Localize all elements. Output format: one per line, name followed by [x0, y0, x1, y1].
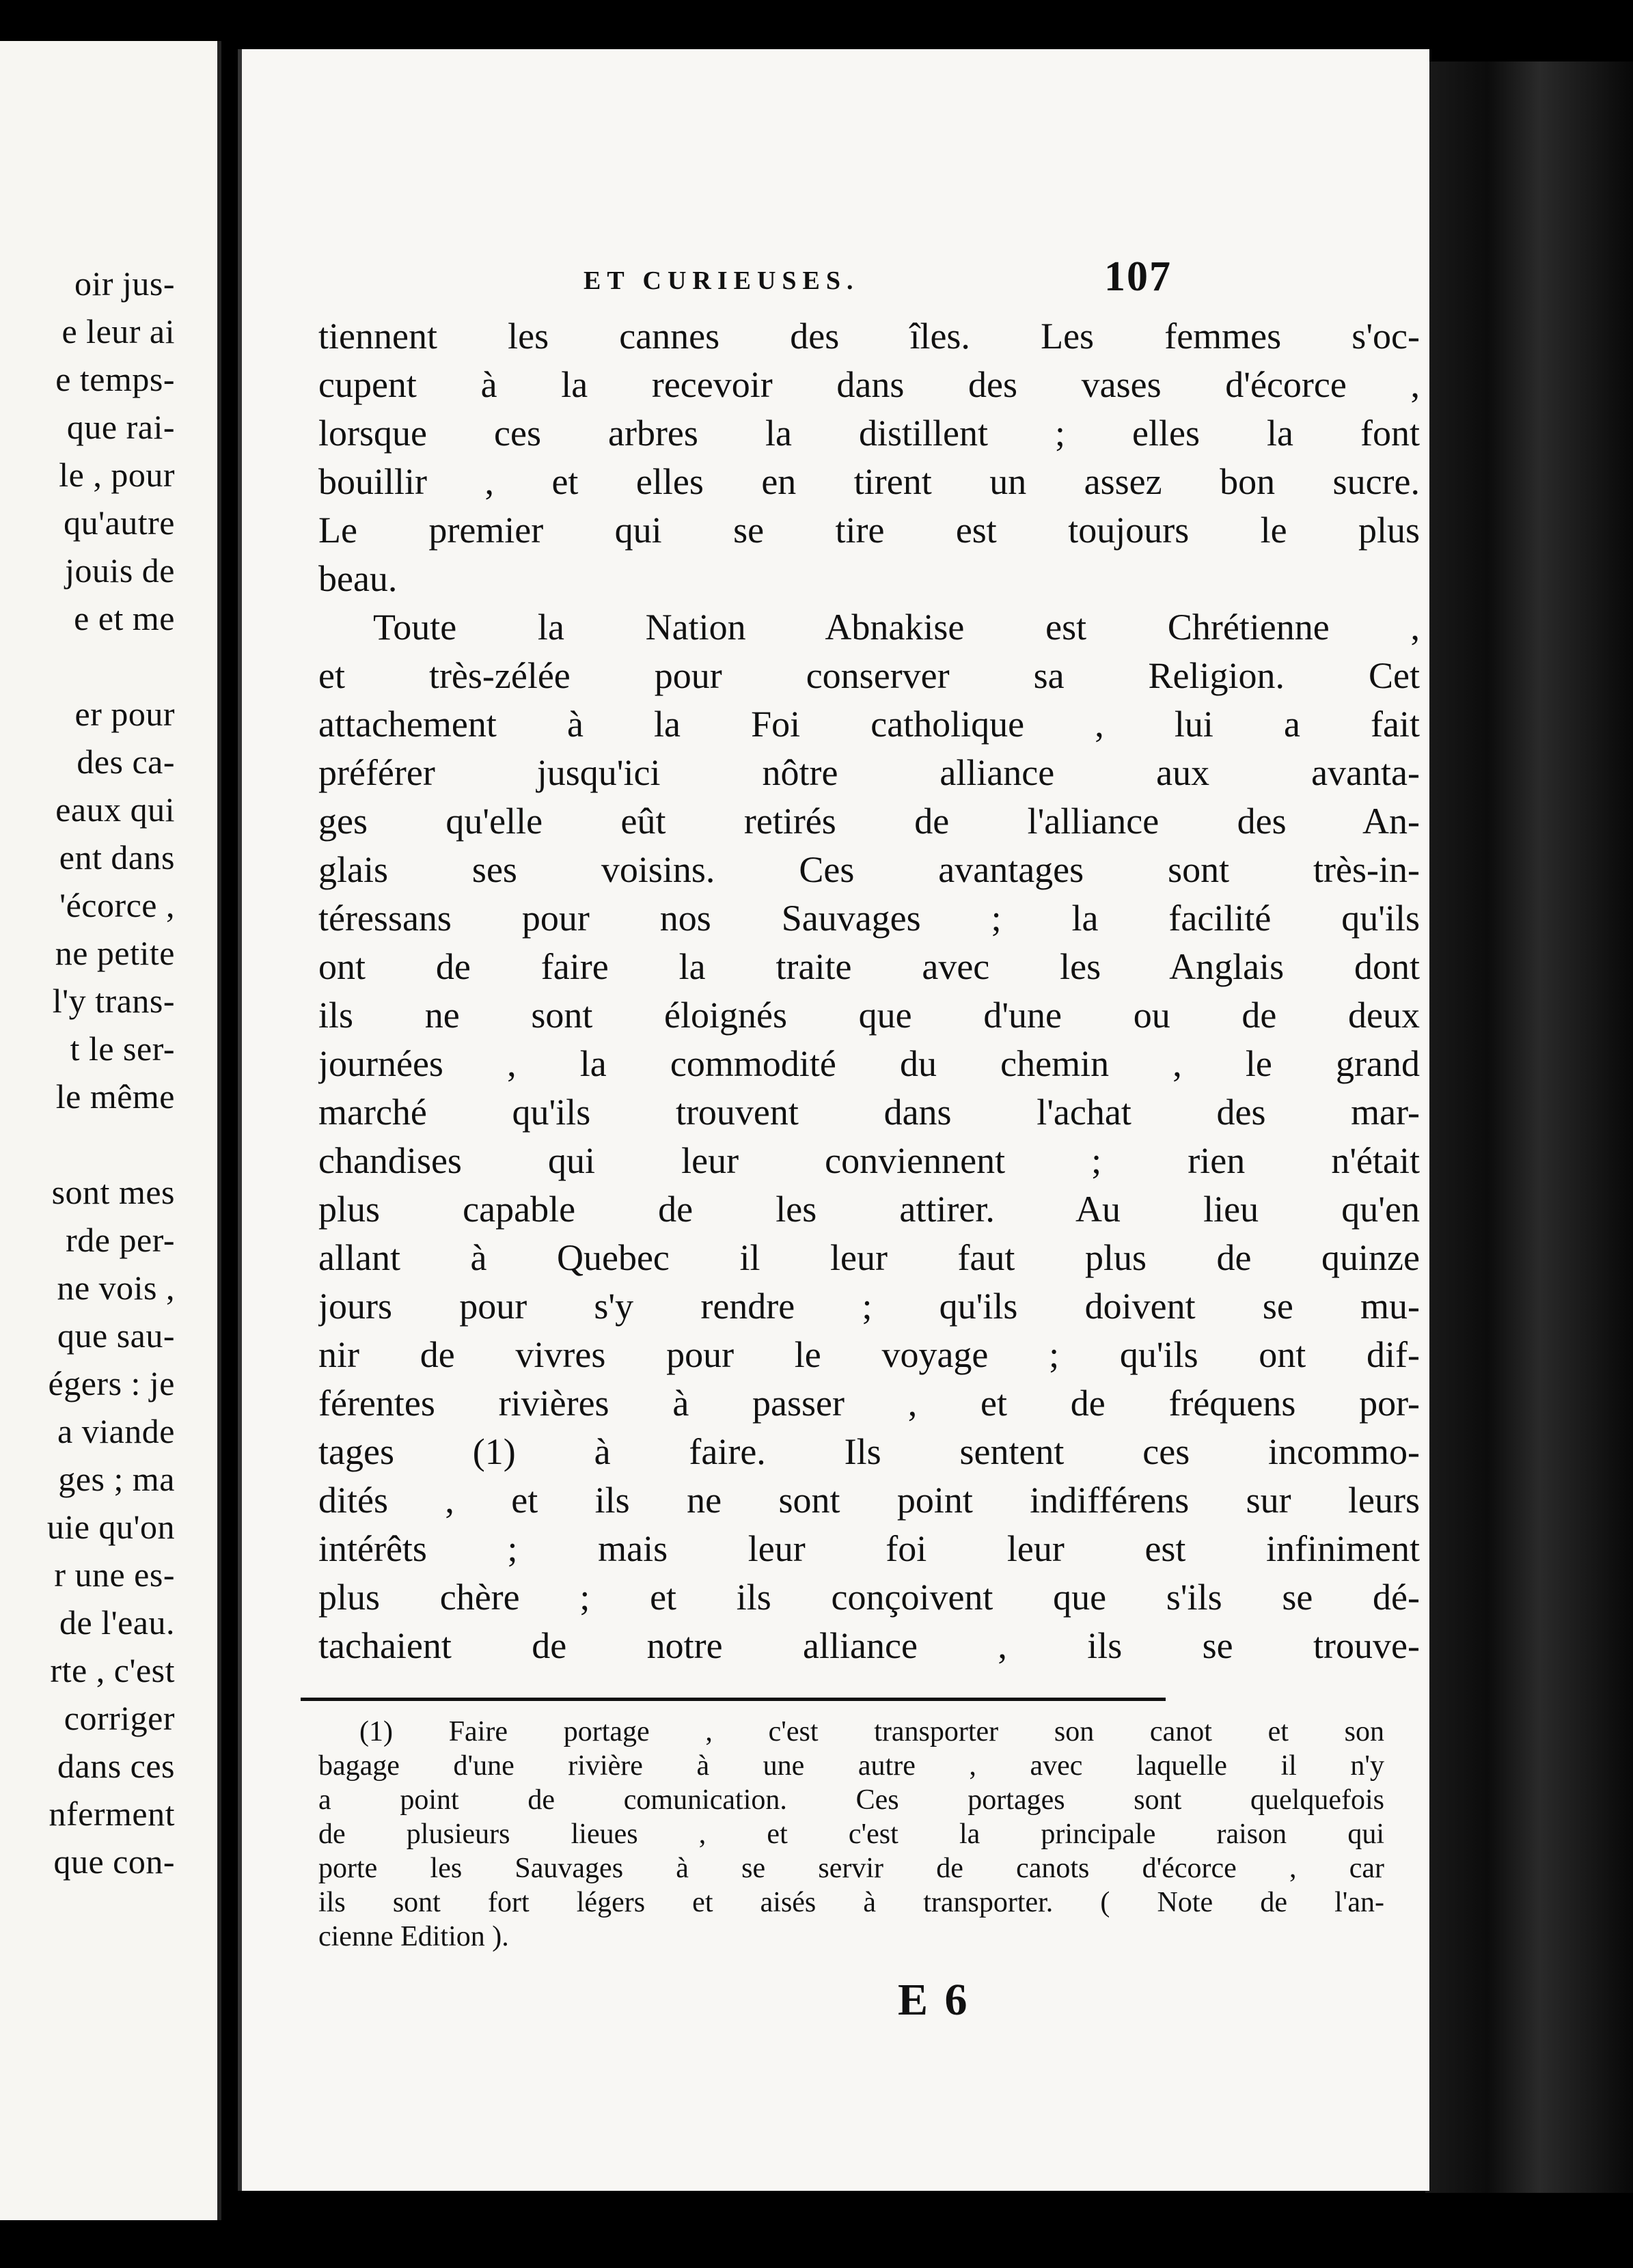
left-line: er pour: [74, 695, 175, 733]
left-line: a viande: [57, 1412, 175, 1450]
left-line: e et me: [74, 599, 175, 637]
footnote-line: (1) Faire portage , c'est transporter son canot et son: [359, 1716, 1384, 1747]
left-line: r une es-: [54, 1555, 175, 1594]
left-line: jouis de: [65, 551, 175, 590]
text-line: attachement à la Foi catholique , lui a fait: [318, 704, 1420, 745]
footnote-line: a point de comunication. Ces portages sont quelquefois: [318, 1784, 1384, 1816]
left-line: que con-: [53, 1842, 175, 1881]
left-line: égers : je: [48, 1364, 175, 1402]
text-line: ils ne sont éloignés que d'une ou de deux: [318, 995, 1420, 1036]
left-line: que rai-: [66, 408, 175, 446]
page-number: 107: [1104, 253, 1172, 300]
left-line: rde per-: [66, 1221, 175, 1259]
text-line: jours pour s'y rendre ; qu'ils doivent se mu-: [318, 1286, 1420, 1327]
left-line: corriger: [64, 1699, 175, 1737]
left-line: dans ces: [57, 1747, 175, 1785]
text-line: préférer jusqu'ici nôtre alliance aux avanta-: [318, 752, 1420, 793]
text-line: téressans pour nos Sauvages ; la facilité qu'ils: [318, 898, 1420, 939]
text-line: plus chère ; et ils conçoivent que s'ils se dé-: [318, 1577, 1420, 1618]
left-line: oir jus-: [74, 264, 175, 303]
left-line: e temps-: [55, 360, 175, 398]
text-line: journées , la commodité du chemin , le grand: [318, 1043, 1420, 1084]
text-line: tachaient de notre alliance , ils se trouve-: [318, 1625, 1420, 1666]
left-line: de l'eau.: [59, 1603, 175, 1642]
text-line: allant à Quebec il leur faut plus de quinze: [318, 1237, 1420, 1278]
left-line: ne vois ,: [57, 1269, 175, 1307]
text-line: lorsque ces arbres la distillent ; elles la font: [318, 413, 1420, 454]
running-head: ET CURIEUSES.: [584, 266, 860, 295]
left-line: l'y trans-: [52, 982, 175, 1020]
text-line: chandises qui leur conviennent ; rien n'était: [318, 1140, 1420, 1181]
left-page: [0, 41, 221, 2220]
text-line: plus capable de les attirer. Au lieu qu'en: [318, 1189, 1420, 1230]
text-line: bouillir , et elles en tirent un assez bon sucre.: [318, 461, 1420, 502]
book-page-edges: [1425, 61, 1633, 2193]
footnote-rule: [301, 1698, 1166, 1701]
left-line: e leur ai: [61, 312, 175, 350]
text-line: Toute la Nation Abnakise est Chrétienne ,: [373, 607, 1420, 648]
left-line: qu'autre: [64, 503, 175, 542]
left-line: uie qu'on: [46, 1508, 175, 1546]
left-line: le même: [55, 1077, 175, 1116]
footnote-line: porte les Sauvages à se servir de canots d'écorce , car: [318, 1853, 1384, 1884]
left-line: t le ser-: [70, 1029, 175, 1068]
text-line: intérêts ; mais leur foi leur est infiniment: [318, 1528, 1420, 1569]
left-line: le , pour: [59, 456, 175, 494]
left-line: ges ; ma: [58, 1460, 175, 1498]
left-line: ent dans: [59, 838, 175, 876]
text-line: glais ses voisins. Ces avantages sont très-in-: [318, 849, 1420, 890]
text-line: tiennent les cannes des îles. Les femmes s'oc-: [318, 316, 1420, 357]
left-line: rte , c'est: [50, 1651, 175, 1689]
text-line: tages (1) à faire. Ils sentent ces incommo-: [318, 1431, 1420, 1472]
left-line: eaux qui: [55, 790, 175, 829]
signature-mark: E 6: [898, 1975, 970, 2025]
text-line: ges qu'elle eût retirés de l'alliance des An-: [318, 801, 1420, 842]
left-line: ne petite: [55, 934, 175, 972]
text-line: cupent à la recevoir dans des vases d'écorce ,: [318, 364, 1420, 405]
left-line: sont mes: [51, 1173, 175, 1211]
left-line: nferment: [49, 1795, 175, 1833]
footnote-line: cienne Edition ).: [318, 1921, 509, 1952]
left-line: que sau-: [57, 1316, 175, 1355]
text-line: nir de vivres pour le voyage ; qu'ils ont dif-: [318, 1334, 1420, 1375]
text-line: férentes rivières à passer , et de fréquens por-: [318, 1383, 1420, 1424]
page-header: [242, 228, 1429, 300]
text-line: marché qu'ils trouvent dans l'achat des mar-: [318, 1092, 1420, 1133]
text-line: beau.: [318, 558, 398, 599]
footnote-line: bagage d'une rivière à une autre , avec laquelle il n'y: [318, 1750, 1384, 1782]
text-line: Le premier qui se tire est toujours le plus: [318, 510, 1420, 551]
right-page: [238, 49, 1429, 2191]
text-line: ont de faire la traite avec les Anglais dont: [318, 946, 1420, 987]
left-line: 'écorce ,: [59, 886, 175, 924]
footnote-line: de plusieurs lieues , et c'est la principale raison qui: [318, 1818, 1384, 1850]
text-line: et très-zélée pour conserver sa Religion. Cet: [318, 655, 1420, 696]
text-line: dités , et ils ne sont point indifférens sur leurs: [318, 1480, 1420, 1521]
footnote-line: ils sont fort légers et aisés à transporter. ( Note de l'an-: [318, 1887, 1384, 1918]
left-line: des ca-: [77, 743, 175, 781]
